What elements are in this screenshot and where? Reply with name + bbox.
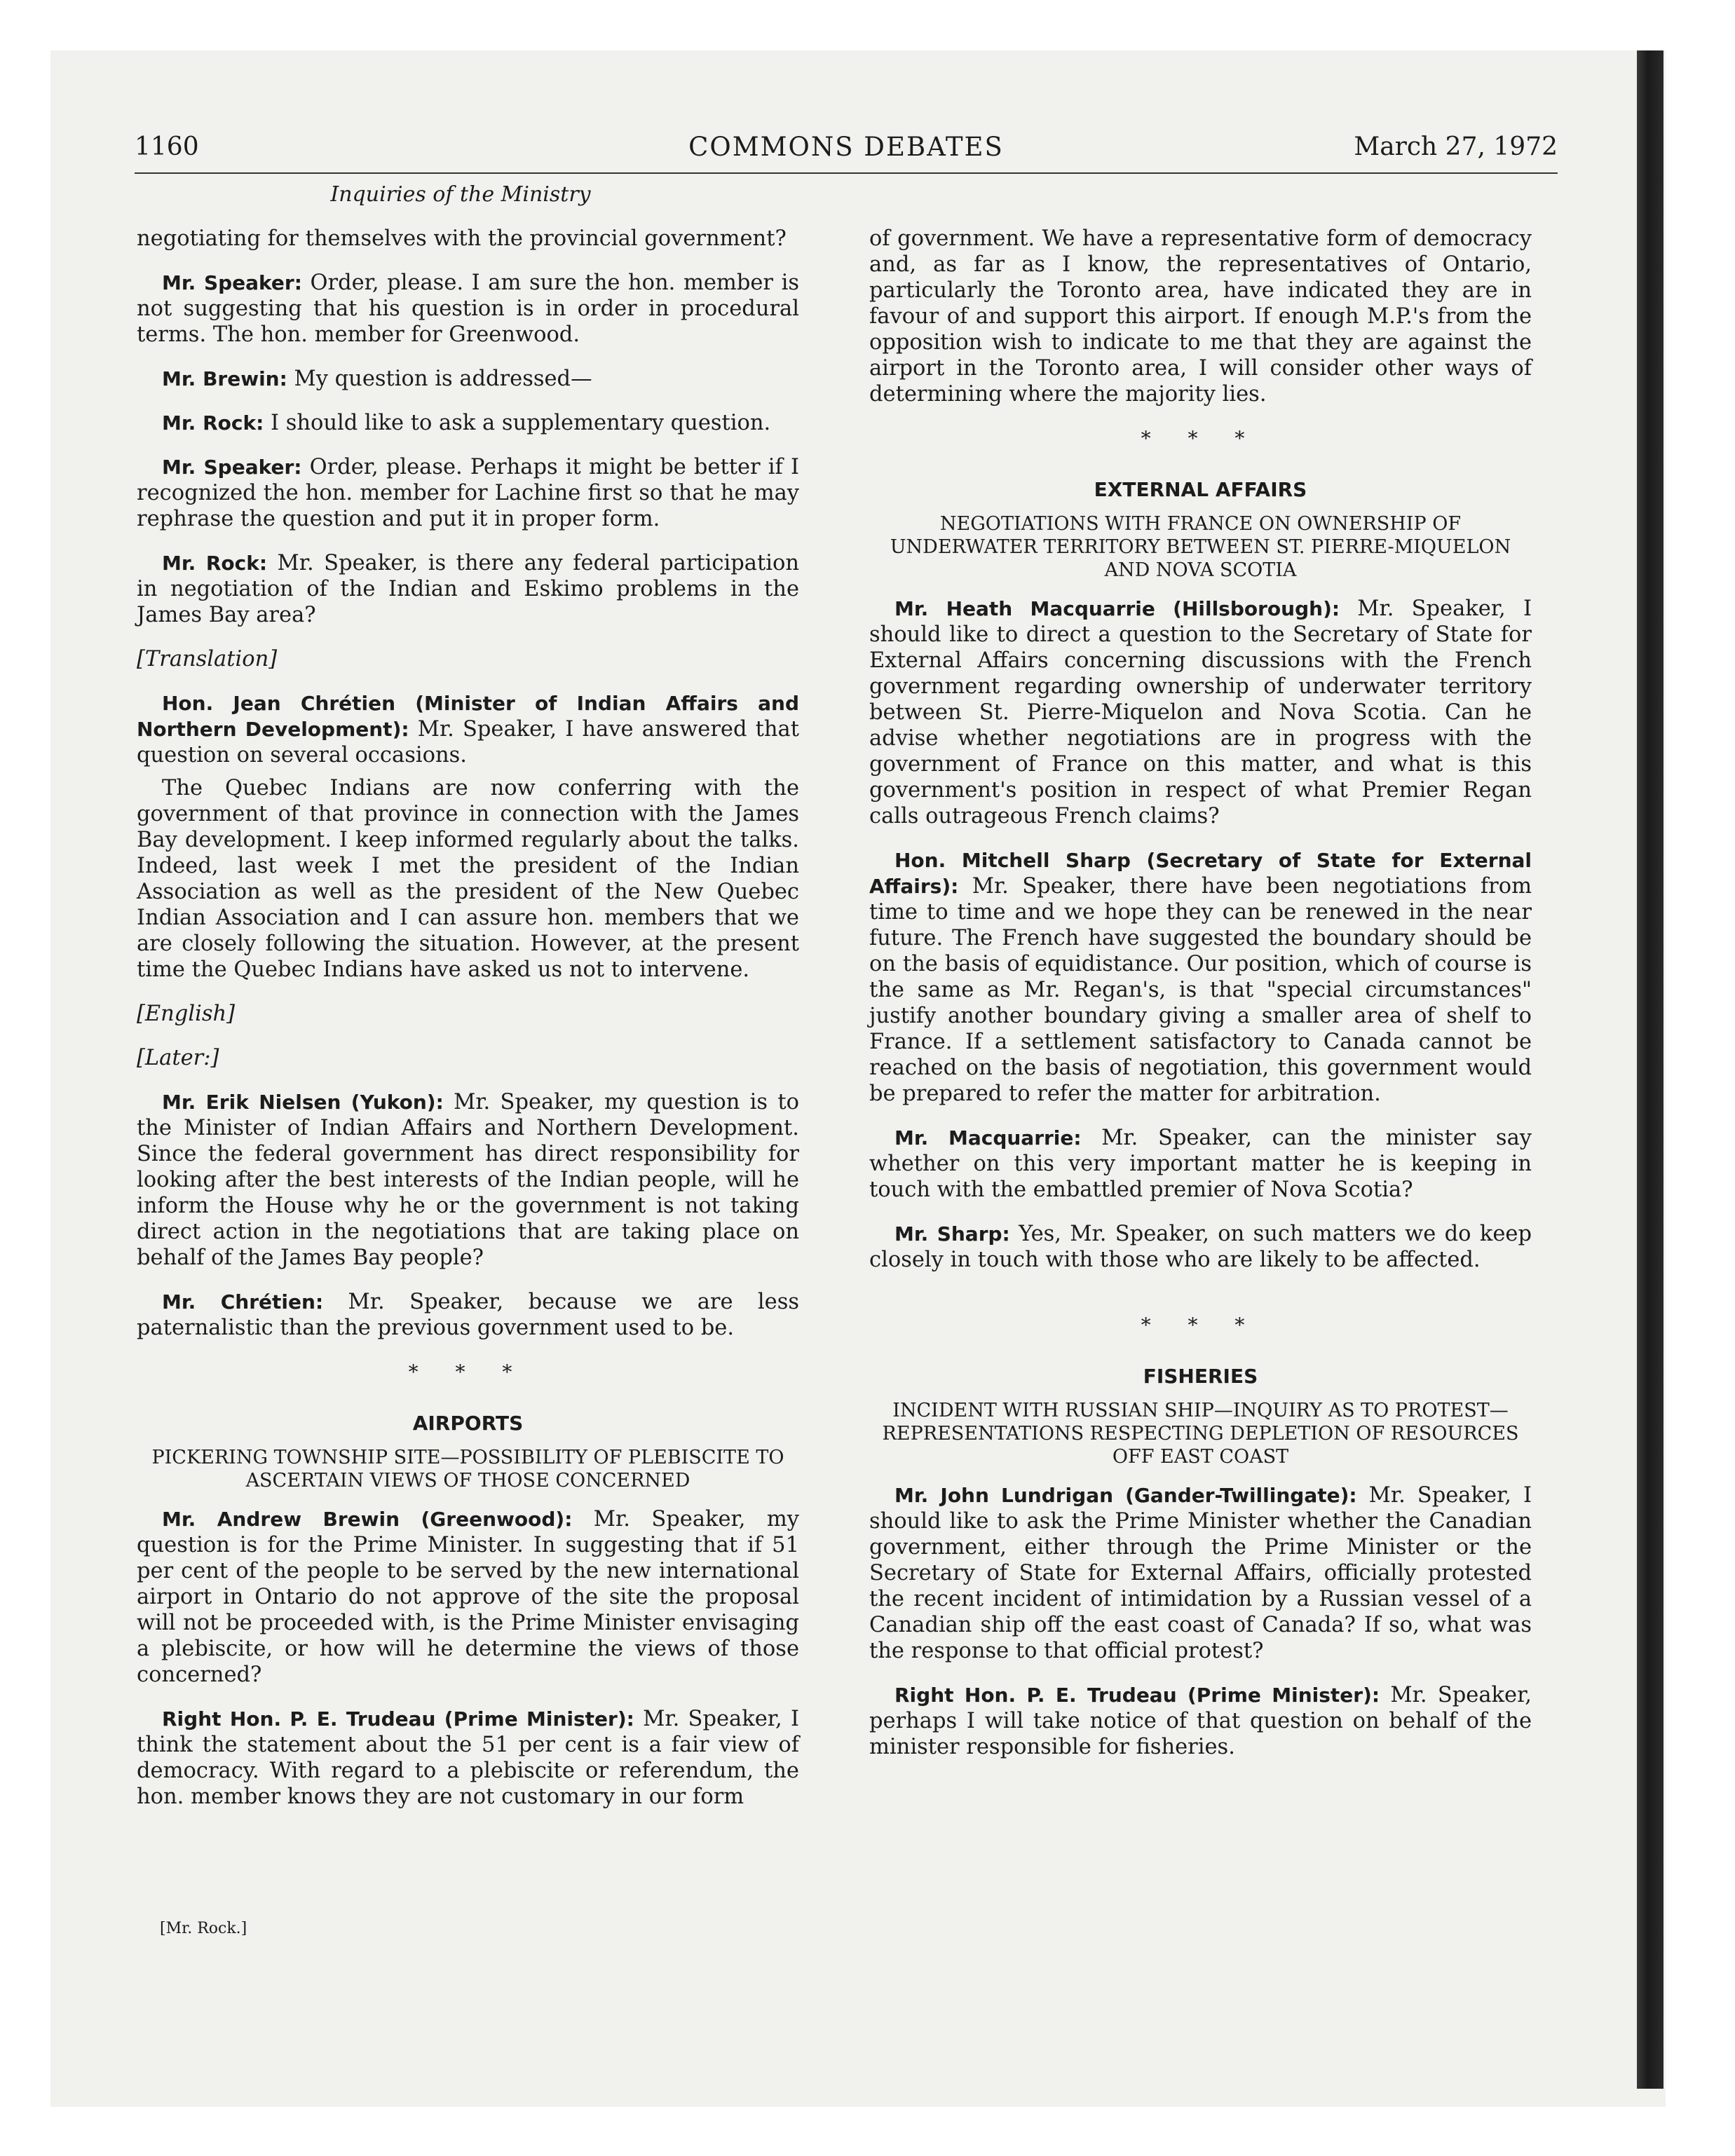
section-heading: AIRPORTS bbox=[412, 1412, 524, 1435]
speech bbox=[137, 1506, 799, 1688]
speaker-name: Mr. Speaker: bbox=[162, 456, 302, 479]
speech-text: Mr. Speaker, I should like to ask the Prime Minister whether the Canadian government, either through the Prime Minister or the Secretary of State for External Affairs, officially protested the recent incident of intimidation by a Russian vessel of a Canadian ship off the east coast of Canada? If so, what was the response to that official protest? bbox=[869, 1483, 1532, 1663]
speech bbox=[137, 454, 799, 532]
later-tag: [Later:] bbox=[137, 1046, 219, 1070]
paragraph: The Quebec Indians are now conferring with the government of that province in connection with the James Bay development. I keep informed regularly about the talks. Indeed, last week I met the president of the Indian Association as well as the president of the New Quebec Indian Association and I can assure hon. members that we are closely following the situation. However, at the present time the Quebec Indians have asked us not to intervene. bbox=[137, 776, 799, 982]
speech bbox=[869, 1682, 1532, 1760]
speech-text: My question is addressed— bbox=[287, 367, 592, 391]
speaker-name: Mr. Andrew Brewin (Greenwood): bbox=[162, 1508, 573, 1531]
speech bbox=[137, 410, 799, 436]
speaker-name: Mr. Rock: bbox=[162, 552, 268, 575]
speech bbox=[137, 550, 799, 628]
speech bbox=[137, 690, 799, 768]
speech-text: Mr. Speaker, because we are less paternalistic than the previous government used to be. bbox=[137, 1290, 800, 1340]
translation-tag: [Translation] bbox=[137, 647, 278, 671]
speech bbox=[869, 596, 1532, 829]
speaker-name: Right Hon. P. E. Trudeau (Prime Minister): bbox=[894, 1684, 1380, 1707]
speaker-name: Mr. Brewin: bbox=[162, 367, 287, 390]
section-separator: * * * bbox=[1141, 1314, 1260, 1337]
english-tag: [English] bbox=[137, 1002, 236, 1026]
speech-text: Mr. Speaker, is there any federal participation in negotiation of the Indian and Eskimo problems in the James Bay area? bbox=[137, 551, 799, 627]
speech-text: Mr. Speaker, can the minister say whether on this very important matter he is keeping in touch with the embattled premier of Nova Scotia? bbox=[869, 1126, 1532, 1202]
speech-text: Order, please. I am sure the hon. member is not suggesting that his question is in order in procedural terms. The hon. member for Greenwood. bbox=[137, 271, 799, 347]
speech-text: Mr. Speaker, there have been negotiations from time to time and we hope they can be renewed in the near future. The French have suggested the boundary should be on the basis of equidistance. Our position, which of course is the same as Mr. Regan's, is that "special circumstances" justify another boundary giving a smaller area of shelf to France. If a settlement satisfactory to Canada cannot be reached on the basis of negotiation, this government would be prepared to refer the matter for arbitration. bbox=[869, 874, 1532, 1106]
speaker-name: Right Hon. P. E. Trudeau (Prime Minister): bbox=[162, 1707, 634, 1731]
footer-note: [Mr. Rock.] bbox=[160, 1920, 247, 1937]
section-separator: * * * bbox=[408, 1360, 528, 1384]
page-edge-shadow bbox=[1637, 50, 1663, 2089]
speaker-name: Mr. Erik Nielsen (Yukon): bbox=[162, 1091, 444, 1114]
speech bbox=[869, 1125, 1532, 1203]
speech bbox=[869, 1482, 1532, 1664]
speaker-name: Mr. Sharp: bbox=[894, 1222, 1010, 1246]
speech-text: I should like to ask a supplementary question. bbox=[264, 411, 771, 435]
speech-text: Mr. Speaker, my question is for the Prime Minister. In suggesting that if 51 per cent of the people to be served by the new international airport in Ontario do not approve of the site the proposal will not be proceeded with, is the Prime Minister envisaging a plebiscite, or how will he determine the views of those concerned? bbox=[137, 1507, 800, 1687]
issue-date: March 27, 1972 bbox=[1354, 132, 1558, 161]
speaker-name: Mr. Macquarrie: bbox=[894, 1126, 1082, 1149]
section-subheading: PICKERING TOWNSHIP SITE—POSSIBILITY OF PLEBISCITE TO ASCERTAIN VIEWS OF THOSE CONCERNED bbox=[151, 1447, 784, 1492]
speech-text: Mr. Speaker, I should like to direct a question to the Secretary of State for External Affairs concerning discussions with the French government regarding ownership of underwater territory between St. Pierre-Miquelon and Nova Scotia. Can he advise whether negotiations are in progress with the government of France on this matter, and what is this government's position in respect of what Premier Regan calls outrageous French claims? bbox=[869, 596, 1532, 828]
speaker-name: Mr. John Lundrigan (Gander-Twillingate): bbox=[894, 1484, 1357, 1507]
paragraph: negotiating for themselves with the provincial government? bbox=[137, 226, 787, 251]
right-column bbox=[869, 226, 1532, 1778]
section-label: Inquiries of the Ministry bbox=[330, 182, 591, 207]
speech bbox=[137, 1289, 799, 1341]
section-heading: EXTERNAL AFFAIRS bbox=[1094, 478, 1307, 501]
section-subheading: NEGOTIATIONS WITH FRANCE ON OWNERSHIP OF UNDERWATER TERRITORY BETWEEN ST. PIERRE-MIQUELON AND NOVA SCOTIA bbox=[890, 513, 1511, 581]
speech-text: Mr. Speaker, perhaps I will take notice of that question on behalf of the minister responsible for fisheries. bbox=[869, 1683, 1532, 1759]
speech bbox=[137, 366, 799, 392]
speech bbox=[137, 270, 799, 348]
speech-text: Order, please. Perhaps it might be better if I recognized the hon. member for Lachine first so that he may rephrase the question and put it in proper form. bbox=[137, 455, 799, 531]
speech-text: Mr. Speaker, my question is to the Minister of Indian Affairs and Northern Development. Since the federal government has direct responsibility for looking after the best interests of the Indian people, will he inform the House why he or the government is not taking direct action in the negotiations that are taking place on behalf of the James Bay people? bbox=[137, 1090, 799, 1270]
left-column bbox=[137, 226, 799, 1828]
speech bbox=[137, 1089, 799, 1271]
speech bbox=[869, 847, 1532, 1107]
speaker-name: Mr. Heath Macquarrie (Hillsborough): bbox=[894, 597, 1340, 620]
speaker-name: Mr. Chrétien: bbox=[162, 1290, 324, 1314]
section-heading: FISHERIES bbox=[1143, 1365, 1258, 1388]
speaker-name: Hon. Mitchell Sharp (Secretary of State for External Affairs): bbox=[869, 849, 1532, 898]
paragraph: of government. We have a representative form of democracy and, as far as I know, the representatives of Ontario, particularly the Toronto area, have indicated they are in favour of and support this airport. If enough M.P.'s from the opposition wish to indicate to me that they are against the airport in the Toronto area, I will consider other ways of determining where the majority lies. bbox=[869, 226, 1532, 407]
speech bbox=[869, 1221, 1532, 1273]
page-number: 1160 bbox=[135, 132, 199, 161]
speech-text: Mr. Speaker, I have answered that question on several occasions. bbox=[137, 717, 799, 767]
speech-text: Mr. Speaker, I think the statement about the 51 per cent is a fair view of democracy. With regard to a plebiscite or referendum, the hon. member knows they are not customary in our form bbox=[137, 1707, 799, 1809]
speaker-name: Mr. Speaker: bbox=[162, 271, 302, 294]
section-subheading: INCIDENT WITH RUSSIAN SHIP—INQUIRY AS TO PROTEST—REPRESENTATIONS RESPECTING DEPLETION OF RESOURCES OFF EAST COAST bbox=[882, 1400, 1519, 1468]
speaker-name: Mr. Rock: bbox=[162, 411, 264, 435]
speech bbox=[137, 1706, 799, 1810]
publication-title: COMMONS DEBATES bbox=[688, 132, 1004, 162]
running-head bbox=[135, 130, 1558, 174]
section-separator: * * * bbox=[1141, 427, 1260, 450]
speaker-name: Hon. Jean Chrétien (Minister of Indian Affairs and Northern Development): bbox=[137, 692, 799, 741]
speech-text: Yes, Mr. Speaker, on such matters we do keep closely in touch with those who are likely to be affected. bbox=[869, 1222, 1532, 1272]
